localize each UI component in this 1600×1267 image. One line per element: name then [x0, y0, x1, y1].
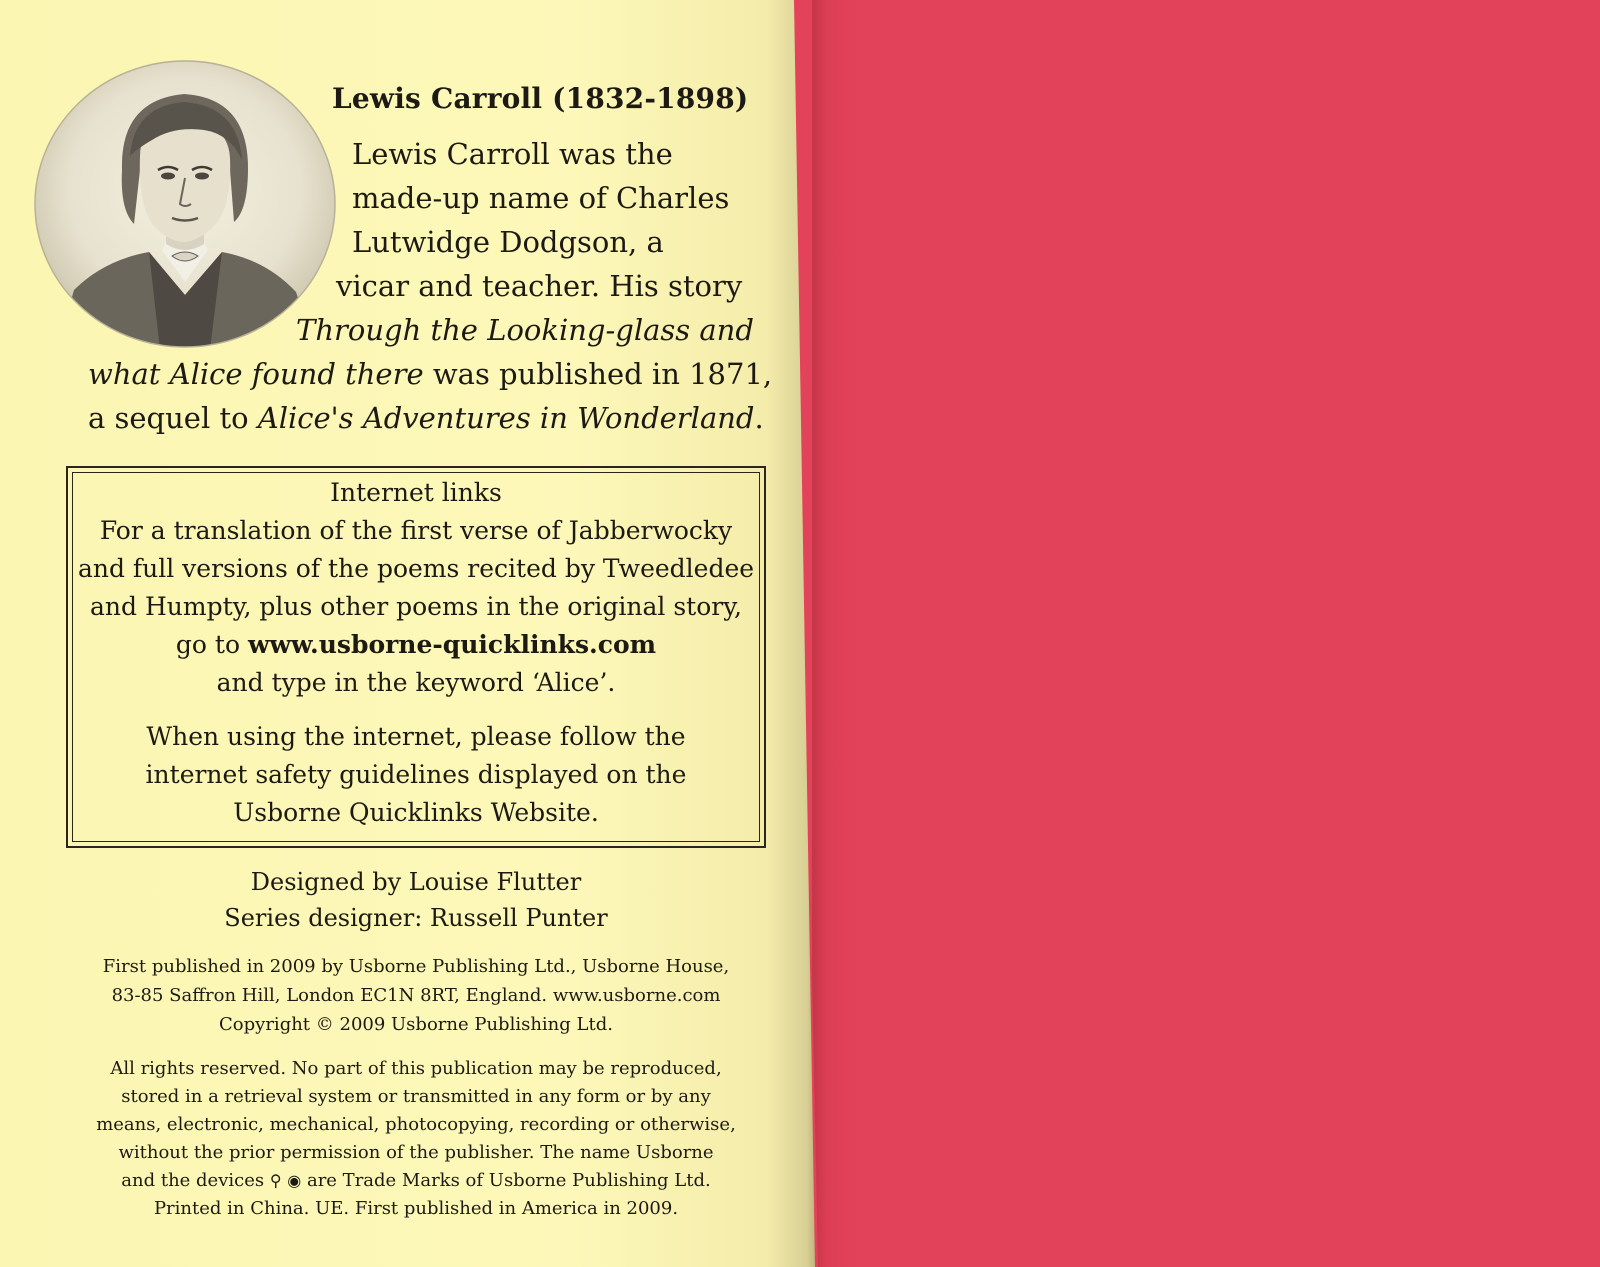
designer-credit: Designed by Louise Flutter — [250, 868, 582, 896]
bio-line: Lewis Carroll was the — [352, 137, 673, 171]
bio-title-italic: what Alice found there — [88, 357, 424, 391]
bio-heading: Lewis Carroll (1832-1898) — [332, 82, 749, 115]
rights-devices-end: are Trade Marks of Usborne Publishing Ltd. — [301, 1170, 711, 1191]
internet-links-title: Internet links — [330, 478, 502, 507]
safety-line: When using the internet, please follow the — [146, 722, 686, 751]
rights-line: Printed in China. UE. First published in America in 2009. — [153, 1198, 679, 1219]
internet-links-line: For a translation of the first verse of Jabberwocky — [99, 516, 733, 545]
series-designer-credit: Series designer: Russell Punter — [224, 904, 608, 932]
internet-links-line: and full versions of the poems recited by Tweedledee — [77, 554, 755, 583]
internet-links-line: and Humpty, plus other poems in the original story, — [90, 592, 742, 621]
bio-line-start: a sequel to — [88, 401, 258, 435]
publishing-line: 83-85 Saffron Hill, London EC1N 8RT, England. www.usborne.com — [111, 985, 721, 1006]
bio-line: made-up name of Charles — [352, 181, 730, 215]
internet-links-box — [66, 466, 766, 848]
internet-links-goto: go to — [175, 630, 248, 659]
rights-line: All rights reserved. No part of this publication may be reproduced, — [110, 1058, 722, 1079]
bio-line-end: . — [754, 401, 764, 435]
internet-links-line: and type in the keyword ‘Alice’. — [216, 668, 616, 697]
rights-line: stored in a retrieval system or transmitted in any form or by any — [121, 1086, 711, 1107]
author-portrait — [34, 60, 336, 348]
safety-line: Usborne Quicklinks Website. — [233, 798, 599, 827]
copyright-line: Copyright © 2009 Usborne Publishing Ltd. — [219, 1014, 613, 1035]
bio-line-italic: Through the Looking-glass and — [296, 313, 754, 347]
balloon-logo-icon: ⚲ — [269, 1171, 282, 1190]
rights-devices-start: and the devices — [121, 1170, 270, 1191]
right-page — [812, 0, 1600, 1267]
bio-line-rest: was published in 1871, — [423, 357, 773, 391]
rights-line: means, electronic, mechanical, photocopying, recording or otherwise, — [96, 1114, 736, 1135]
bio-line: Lutwidge Dodgson, a — [352, 225, 664, 259]
quicklinks-url: www.usborne-quicklinks.com — [247, 630, 657, 659]
bio-line: vicar and teacher. His story — [336, 269, 743, 303]
rights-line: without the prior permission of the publisher. The name Usborne — [118, 1142, 714, 1163]
publishing-line: First published in 2009 by Usborne Publishing Ltd., Usborne House, — [102, 956, 730, 977]
internet-links-line — [68, 630, 764, 659]
bio-line — [88, 401, 764, 435]
bio-line — [88, 357, 772, 391]
safety-line: internet safety guidelines displayed on the — [145, 760, 687, 789]
bio-title-italic: Alice's Adventures in Wonderland — [257, 401, 755, 435]
usborne-device-icon: ◉ — [287, 1171, 302, 1190]
rights-line — [60, 1170, 772, 1191]
